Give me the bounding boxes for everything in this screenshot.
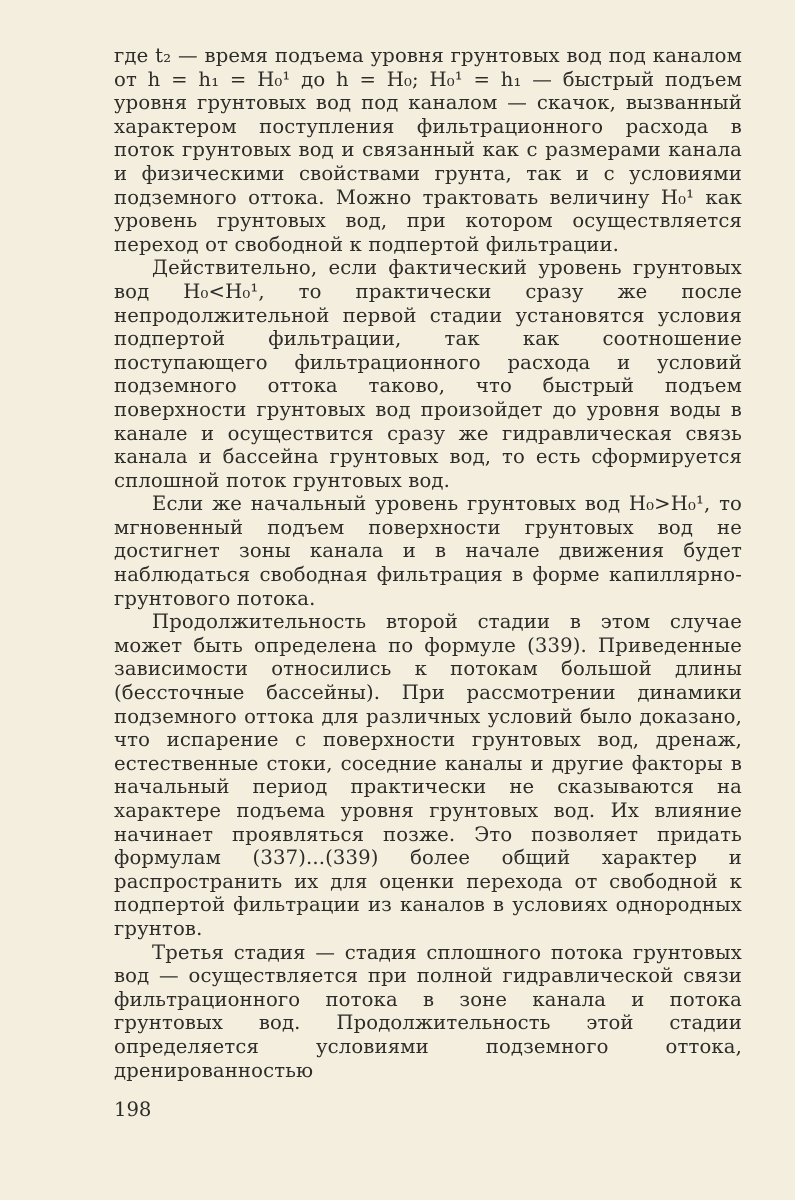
paragraph-3: Если же начальный уровень грунтовых вод H₀>H₀¹, то мгновенный подъем поверхности грунтовых вод не достигнет зоны канала и в начале движения будет наблюдаться свободная фильтрация в форме капиллярно-грунтового потока. [114, 492, 742, 610]
paragraph-5: Третья стадия — стадия сплошного потока грунтовых вод — осуществляется при полной гидравлической связи фильтрационного потока в зоне канала и потока грунтовых вод. Продолжительность этой стадии определяется условиями подземного оттока, дренированностью [114, 940, 742, 1082]
paragraph-4: Продолжительность второй стадии в этом случае может быть определена по формуле (339). Приведенные зависимости относились к потокам большой длины (бессточные бассейны). При рассмотрении динамики подземного оттока для различных условий было доказано, что испарение с поверхности грунтовых вод, дренаж, естественные стоки, соседние каналы и другие факторы в начальный период практически не сказываются на характере подъема уровня грунтовых вод. Их влияние начинает проявляться позже. Это позволяет придать формулам (337)...(339) более общий характер и распространить их для оценки перехода от свободной к подпертой фильтрации из каналов в условиях однородных грунтов. [114, 610, 742, 940]
page-text-column [114, 44, 742, 1082]
page-number: 198 [114, 1098, 152, 1121]
paragraph-1: где t₂ — время подъема уровня грунтовых вод под каналом от h = h₁ = H₀¹ до h = H₀; H₀¹ = h₁ — быстрый подъем уровня грунтовых вод под каналом — скачок, вызванный характером поступления фильтрационного расхода в поток грунтовых вод и связанный как с размерами канала и физическими свойствами грунта, так и с условиями подземного оттока. Можно трактовать величину H₀¹ как уровень грунтовых вод, при котором осуществляется переход от свободной к подпертой фильтрации. [114, 44, 742, 256]
paragraph-2: Действительно, если фактический уровень грунтовых вод H₀<H₀¹, то практически сразу же после непродолжительной первой стадии установятся условия подпертой фильтрации, так как соотношение поступающего фильтрационного расхода и условий подземного оттока таково, что быстрый подъем поверхности грунтовых вод произойдет до уровня воды в канале и осуществится сразу же гидравлическая связь канала и бассейна грунтовых вод, то есть сформируется сплошной поток грунтовых вод. [114, 256, 742, 492]
